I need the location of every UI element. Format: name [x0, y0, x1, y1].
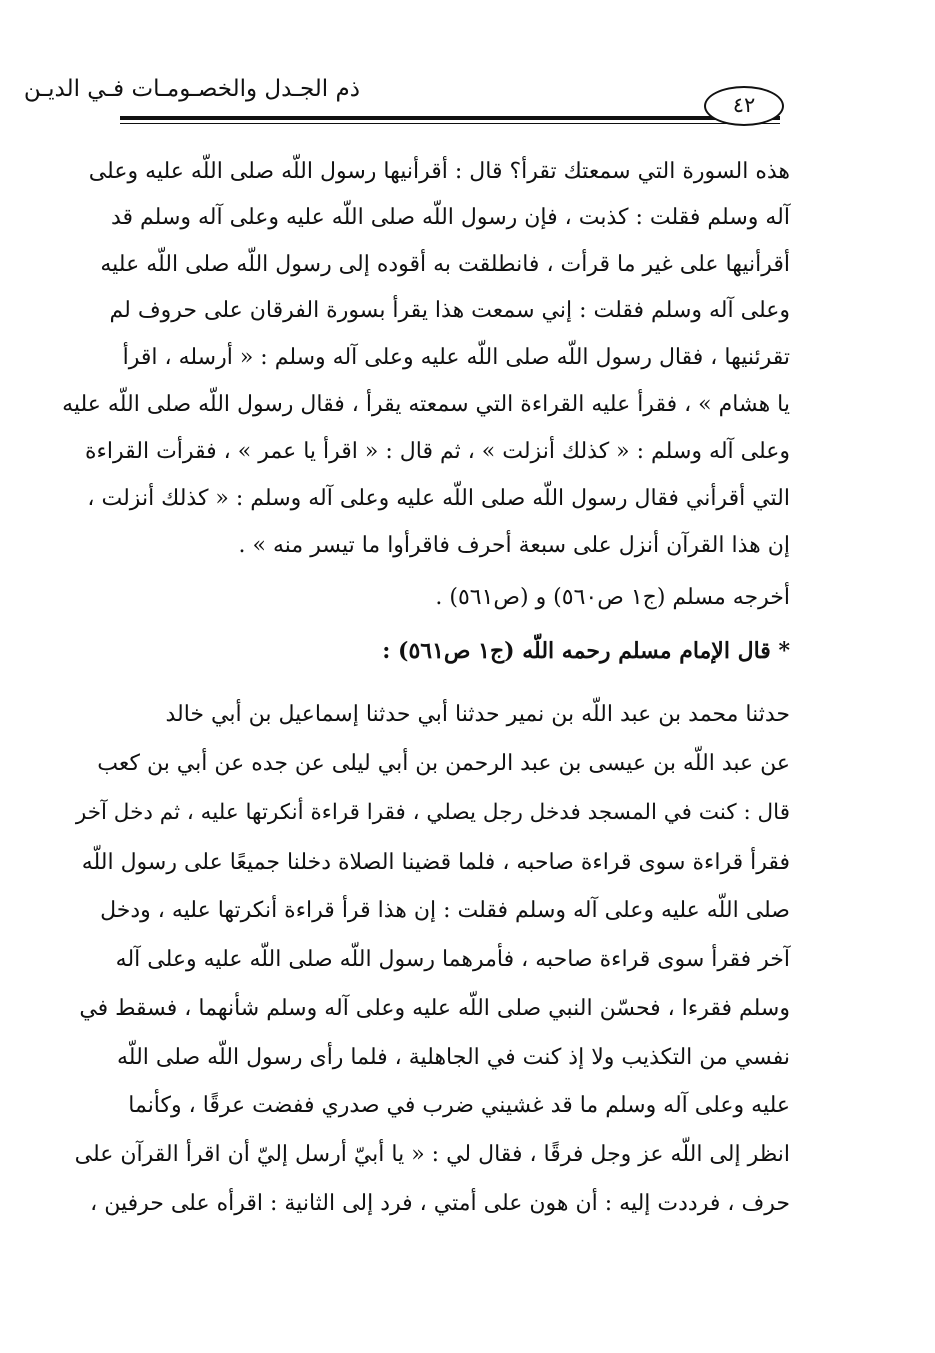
text-line: حرف ، فرددت إليه : أن هون على أمتي ، فرد إلى الثانية : اقرأه على حرفين ، [90, 1191, 790, 1216]
text-line: وعلى آله وسلم : « كذلك أنزلت » ، ثم قال : « اقرأ يا عمر » ، فقرأت القراءة [85, 439, 790, 464]
text-line: صلى اللّه عليه وعلى آله وسلم فقلت : إن هذا قرأ قراءة أنكرتها عليه ، ودخل [100, 898, 790, 923]
text-line: عليه وعلى آله وسلم ما قد غشيني ضرب في صدري ففضت عرقًا ، وكأنما [128, 1093, 790, 1118]
text-line: قال : كنت في المسجد فدخل رجل يصلي ، فقرا قراءة أنكرتها عليه ، ثم دخل آخر [75, 800, 790, 825]
text-line: تقرئنيها ، فقال رسول اللّه صلى اللّه عليه وعلى آله وسلم : « أرسله ، اقرأ [122, 345, 790, 370]
text-line: فقرأ قراءة سوى قراءة صاحبه ، فلما قضينا الصلاة دخلنا جميعًا على رسول اللّه [81, 850, 790, 875]
header-rule-thick [120, 116, 780, 120]
text-line: آله وسلم فقلت : كذبت ، فإن رسول اللّه صلى اللّه عليه وعلى آله وسلم قد [110, 205, 790, 230]
text-line: إن هذا القرآن أنزل على سبعة أحرف فاقرأوا ما تيسر منه » . [238, 533, 790, 558]
section-heading: * قال الإمام مسلم رحمه اللّه (ج١ ص٥٦١) : [382, 638, 790, 664]
text-line: حدثنا محمد بن عبد اللّه بن نمير حدثنا أبي حدثنا إسماعيل بن أبي خالد [165, 702, 790, 727]
page-number-badge: ٤٢ [704, 86, 784, 126]
text-line: انظر إلى اللّه عز وجل فرقًا ، فقال لي : « يا أبيّ أرسل إليّ أن اقرأ القرآن على [74, 1142, 790, 1167]
citation-line: أخرجه مسلم (ج١ ص٥٦٠) و (ص٥٦١) . [435, 585, 790, 610]
text-line: وسلم فقرءا ، فحسّن النبي صلى اللّه عليه وعلى آله وسلم شأنهما ، فسقط في [79, 996, 790, 1021]
text-line: عن عبد اللّه بن عيسى بن عبد الرحمن بن أبي ليلى عن جده عن أبي بن كعب [97, 751, 790, 776]
text-line: هذه السورة التي سمعتك تقرأ؟ قال : أقرأنيها رسول اللّه صلى اللّه عليه وعلى [88, 159, 790, 184]
text-line: نفسي من التكذيب ولا إذ كنت في الجاهلية ، فلما رأى رسول اللّه صلى اللّه [117, 1045, 790, 1070]
text-line: آخر فقرأ سوى قراءة صاحبه ، فأمرهما رسول اللّه صلى اللّه عليه وعلى آله [115, 947, 790, 972]
text-line: أقرأنيها على غير ما قرأت ، فانطلقت به أقوده إلى رسول اللّه صلى اللّه عليه [100, 252, 790, 277]
text-line: يا هشام » ، فقرأ عليه القراءة التي سمعته يقرأ ، فقال رسول اللّه صلى اللّه عليه [62, 392, 790, 417]
running-header-title: ذم الجـدل والخصـومـات فـي الديـن [23, 76, 360, 102]
header-rule-thin [120, 123, 780, 124]
text-line: التي أقرأني فقال رسول اللّه صلى اللّه عليه وعلى آله وسلم : « كذلك أنزلت ، [87, 486, 790, 511]
text-line: وعلى آله وسلم فقلت : إني سمعت هذا يقرأ بسورة الفرقان على حروف لم [109, 298, 790, 323]
